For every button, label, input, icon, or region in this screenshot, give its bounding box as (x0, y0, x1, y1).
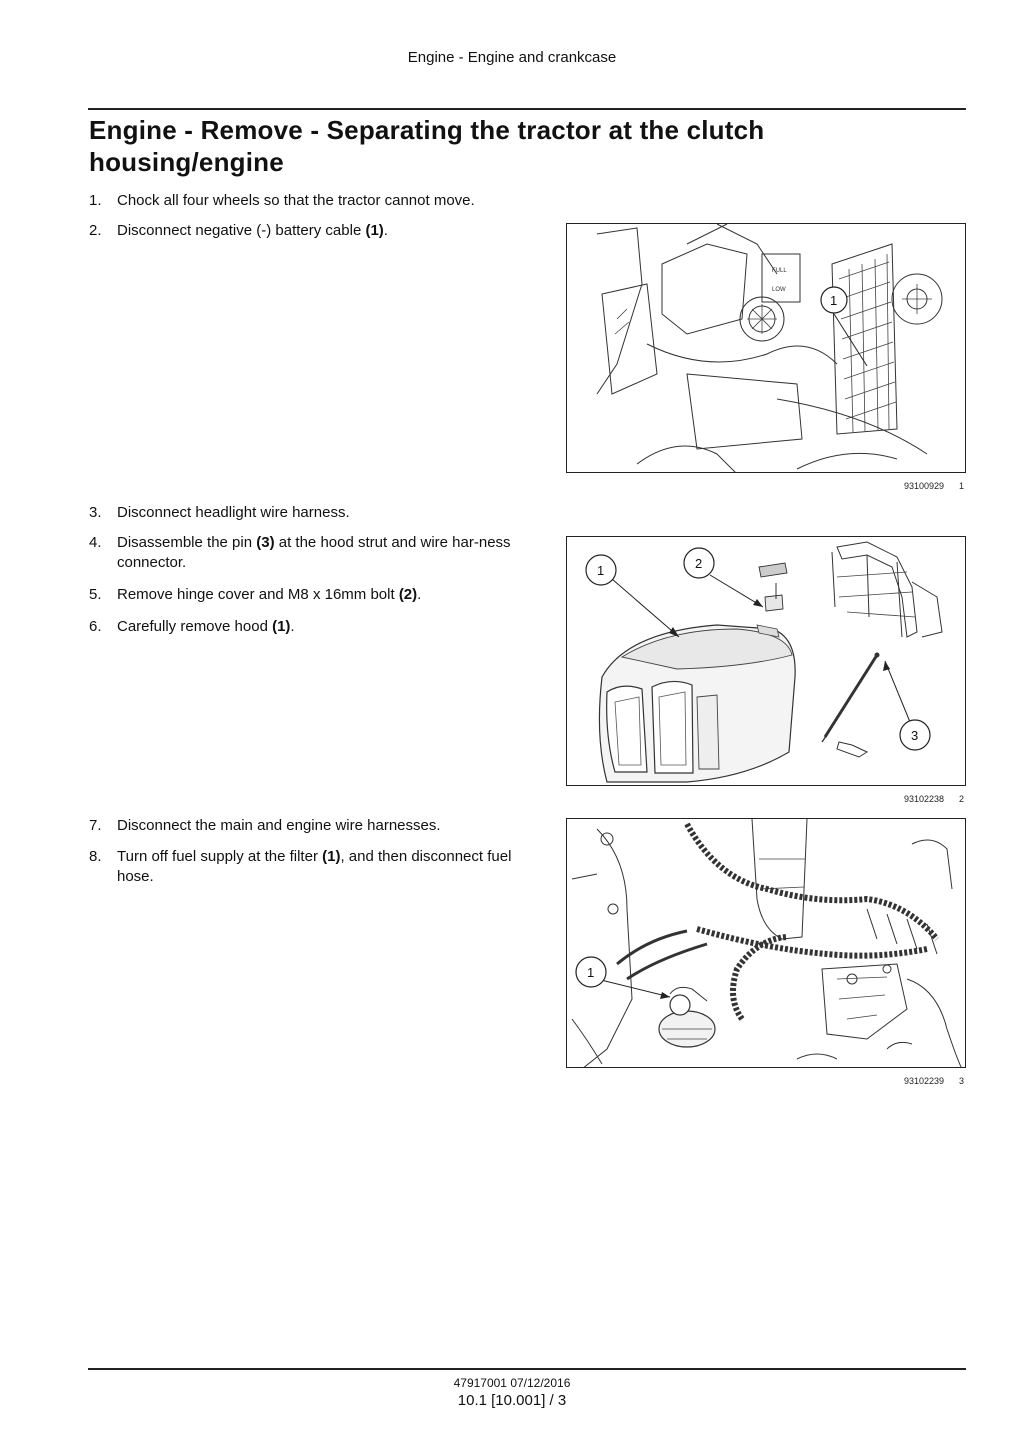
step-number: 3. (89, 504, 102, 521)
running-header: Engine - Engine and crankcase (407, 49, 617, 66)
step-item (89, 221, 539, 241)
figure-battery (566, 223, 966, 473)
step-item (89, 191, 539, 211)
step-item (89, 533, 539, 573)
figure-number: 3 (958, 1076, 964, 1086)
callout-ref: (1) (365, 222, 384, 239)
footer-page-ref: 10.1 [10.001] / 3 (457, 1392, 567, 1409)
step-number: 7. (89, 817, 102, 834)
callout-ref: (2) (398, 586, 418, 603)
step-number: 5. (89, 586, 102, 603)
step-number: 2. (89, 222, 102, 239)
figure-number: 1 (958, 481, 964, 491)
gauge-low-label: LOW (772, 287, 786, 293)
svg-text:3: 3 (911, 728, 919, 743)
svg-text:2: 2 (695, 556, 703, 571)
callout-3 (900, 720, 930, 750)
step-item (89, 816, 539, 836)
step-text: Carefully remove hood (1). (117, 618, 295, 635)
step-text: Disconnect negative (-) battery cable (1). (117, 222, 388, 239)
figure-id: 93102239 (903, 1076, 944, 1086)
callout-2 (684, 548, 714, 578)
callout-1 (576, 957, 606, 987)
callout-ref: (1) (322, 848, 341, 865)
step-text: Chock all four wheels so that the tractor cannot move. (117, 192, 475, 209)
step-number: 6. (89, 618, 102, 635)
step-text: Remove hinge cover and M8 x 16mm bolt (2). (117, 586, 422, 603)
step-item (89, 585, 539, 605)
step-item (89, 847, 539, 887)
step-text: Disconnect headlight wire harness. (117, 504, 350, 521)
svg-text:1: 1 (587, 965, 595, 980)
svg-text:1: 1 (597, 563, 605, 578)
step-item (89, 503, 539, 523)
figure-id: 93100929 (903, 481, 944, 491)
figure-number: 2 (958, 794, 964, 804)
header-divider (88, 108, 966, 110)
footer-divider (88, 1368, 966, 1370)
step-number: 1. (89, 192, 102, 209)
callout-ref: (3) (256, 534, 275, 551)
figure-fuel-filter (566, 818, 966, 1068)
figure-id: 93102238 (903, 794, 944, 804)
step-text: Disconnect the main and engine wire harnesses. (117, 817, 441, 834)
step-number: 8. (89, 848, 102, 865)
footer-doc-ref: 47917001 07/12/2016 (453, 1376, 571, 1390)
step-item (89, 617, 539, 637)
gauge-full-label: FULL (772, 268, 787, 274)
svg-text:1: 1 (830, 293, 838, 308)
figure-hood (566, 536, 966, 786)
callout-1 (586, 555, 616, 585)
step-text: Disassemble the pin (3) at the hood strut and wire har-ness connector. (117, 534, 511, 571)
step-number: 4. (89, 534, 102, 551)
page-title: Engine - Remove - Separating the tractor at the clutch housing/engine (89, 115, 765, 177)
callout-1 (821, 287, 847, 313)
step-text: Turn off fuel supply at the filter (1), and then disconnect fuel hose. (117, 848, 512, 885)
callout-ref: (1) (272, 618, 291, 635)
